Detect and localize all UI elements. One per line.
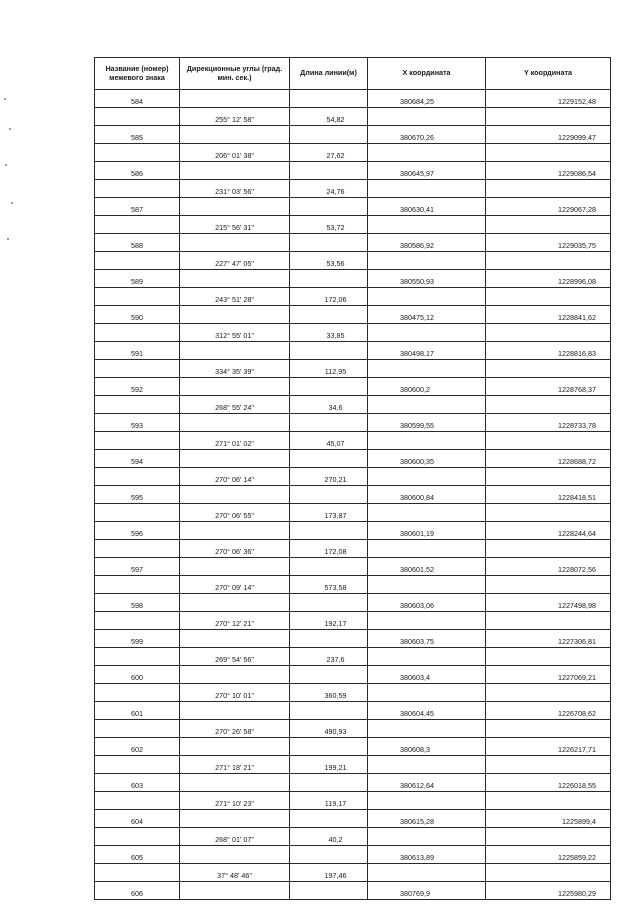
point-row [95, 810, 611, 828]
x-coordinate-cell: 380684,25 [368, 90, 486, 108]
empty-cell [486, 432, 611, 450]
empty-cell [290, 774, 368, 792]
empty-cell [486, 720, 611, 738]
empty-cell [180, 486, 290, 504]
empty-cell [368, 360, 486, 378]
empty-cell [486, 216, 611, 234]
empty-cell [180, 414, 290, 432]
x-coordinate-cell: 380586,92 [368, 234, 486, 252]
empty-cell [180, 558, 290, 576]
directional-angle-cell: 37° 48' 46" [180, 864, 290, 882]
segment-row [95, 864, 611, 882]
marker-name-cell: 605 [95, 846, 180, 864]
line-length-cell: 173,87 [290, 504, 368, 522]
empty-cell [290, 306, 368, 324]
empty-cell [95, 360, 180, 378]
point-row [95, 378, 611, 396]
line-length-cell: 573,58 [290, 576, 368, 594]
header-directional-angle: Дирекционные углы (град. мин. сек.) [180, 58, 290, 90]
x-coordinate-cell: 380600,84 [368, 486, 486, 504]
empty-cell [290, 234, 368, 252]
marker-name-cell: 594 [95, 450, 180, 468]
point-row [95, 702, 611, 720]
line-length-cell: 53,72 [290, 216, 368, 234]
directional-angle-cell: 269° 54' 56" [180, 648, 290, 666]
empty-cell [368, 288, 486, 306]
directional-angle-cell: 270° 26' 58" [180, 720, 290, 738]
empty-cell [95, 324, 180, 342]
point-row [95, 450, 611, 468]
empty-cell [486, 684, 611, 702]
empty-cell [180, 270, 290, 288]
point-row [95, 306, 611, 324]
point-row [95, 594, 611, 612]
empty-cell [486, 108, 611, 126]
empty-cell [95, 216, 180, 234]
directional-angle-cell: 227° 47' 05" [180, 252, 290, 270]
segment-row [95, 288, 611, 306]
empty-cell [290, 414, 368, 432]
scan-margin-marks [2, 90, 16, 270]
empty-cell [180, 126, 290, 144]
empty-cell [290, 198, 368, 216]
marker-name-cell: 602 [95, 738, 180, 756]
empty-cell [290, 702, 368, 720]
line-length-cell: 45,07 [290, 432, 368, 450]
empty-cell [180, 162, 290, 180]
empty-cell [486, 792, 611, 810]
empty-cell [368, 756, 486, 774]
segment-row [95, 720, 611, 738]
empty-cell [290, 630, 368, 648]
x-coordinate-cell: 380603,4 [368, 666, 486, 684]
line-length-cell: 112,95 [290, 360, 368, 378]
marker-name-cell: 601 [95, 702, 180, 720]
point-row [95, 846, 611, 864]
point-row [95, 558, 611, 576]
line-length-cell: 119,17 [290, 792, 368, 810]
empty-cell [486, 864, 611, 882]
directional-angle-cell: 243° 51' 28" [180, 288, 290, 306]
empty-cell [486, 360, 611, 378]
directional-angle-cell: 270° 09' 14" [180, 576, 290, 594]
directional-angle-cell: 255° 12' 58" [180, 108, 290, 126]
line-length-cell: 53,56 [290, 252, 368, 270]
x-coordinate-cell: 380670,26 [368, 126, 486, 144]
y-coordinate-cell: 1228768,37 [486, 378, 611, 396]
directional-angle-cell: 271° 18' 21" [180, 756, 290, 774]
empty-cell [486, 180, 611, 198]
segment-row [95, 216, 611, 234]
empty-cell [180, 306, 290, 324]
header-line-length: Длина линии(м) [290, 58, 368, 90]
empty-cell [95, 864, 180, 882]
y-coordinate-cell: 1228816,83 [486, 342, 611, 360]
empty-cell [368, 828, 486, 846]
empty-cell [95, 612, 180, 630]
point-row [95, 198, 611, 216]
marker-name-cell: 595 [95, 486, 180, 504]
empty-cell [486, 504, 611, 522]
segment-row [95, 144, 611, 162]
line-length-cell: 172,06 [290, 288, 368, 306]
y-coordinate-cell: 1228688,72 [486, 450, 611, 468]
empty-cell [95, 144, 180, 162]
line-length-cell: 192,17 [290, 612, 368, 630]
marker-name-cell: 604 [95, 810, 180, 828]
directional-angle-cell: 270° 06' 36" [180, 540, 290, 558]
table-header-row [95, 58, 611, 90]
x-coordinate-cell: 380630,41 [368, 198, 486, 216]
y-coordinate-cell: 1227498,98 [486, 594, 611, 612]
empty-cell [95, 288, 180, 306]
x-coordinate-cell: 380599,55 [368, 414, 486, 432]
y-coordinate-cell: 1228244,64 [486, 522, 611, 540]
directional-angle-cell: 206° 01' 38" [180, 144, 290, 162]
point-row [95, 234, 611, 252]
segment-row [95, 684, 611, 702]
empty-cell [95, 540, 180, 558]
empty-cell [368, 252, 486, 270]
empty-cell [180, 666, 290, 684]
empty-cell [180, 810, 290, 828]
empty-cell [368, 216, 486, 234]
marker-name-cell: 606 [95, 882, 180, 900]
marker-name-cell: 598 [95, 594, 180, 612]
empty-cell [180, 90, 290, 108]
empty-cell [290, 486, 368, 504]
empty-cell [180, 702, 290, 720]
empty-cell [95, 180, 180, 198]
directional-angle-cell: 268° 01' 07" [180, 828, 290, 846]
y-coordinate-cell: 1226708,62 [486, 702, 611, 720]
directional-angle-cell: 312° 55' 01" [180, 324, 290, 342]
y-coordinate-cell: 1228841,62 [486, 306, 611, 324]
marker-name-cell: 587 [95, 198, 180, 216]
marker-name-cell: 596 [95, 522, 180, 540]
segment-row [95, 540, 611, 558]
empty-cell [368, 576, 486, 594]
x-coordinate-cell: 380604,45 [368, 702, 486, 720]
segment-row [95, 648, 611, 666]
marker-name-cell: 584 [95, 90, 180, 108]
line-length-cell: 33,85 [290, 324, 368, 342]
marker-name-cell: 591 [95, 342, 180, 360]
empty-cell [368, 540, 486, 558]
empty-cell [486, 540, 611, 558]
point-row [95, 270, 611, 288]
segment-row [95, 180, 611, 198]
empty-cell [290, 666, 368, 684]
empty-cell [180, 450, 290, 468]
marker-name-cell: 589 [95, 270, 180, 288]
empty-cell [368, 108, 486, 126]
point-row [95, 738, 611, 756]
y-coordinate-cell: 1228996,08 [486, 270, 611, 288]
empty-cell [368, 468, 486, 486]
y-coordinate-cell: 1229067,28 [486, 198, 611, 216]
empty-cell [180, 630, 290, 648]
segment-row [95, 396, 611, 414]
empty-cell [368, 180, 486, 198]
empty-cell [95, 684, 180, 702]
empty-cell [95, 108, 180, 126]
marker-name-cell: 593 [95, 414, 180, 432]
y-coordinate-cell: 1228072,56 [486, 558, 611, 576]
marker-name-cell: 597 [95, 558, 180, 576]
empty-cell [368, 324, 486, 342]
empty-cell [368, 612, 486, 630]
empty-cell [290, 270, 368, 288]
line-length-cell: 360,59 [290, 684, 368, 702]
x-coordinate-cell: 380645,97 [368, 162, 486, 180]
marker-name-cell: 585 [95, 126, 180, 144]
empty-cell [180, 846, 290, 864]
empty-cell [180, 774, 290, 792]
y-coordinate-cell: 1225859,22 [486, 846, 611, 864]
empty-cell [486, 828, 611, 846]
empty-cell [180, 198, 290, 216]
point-row [95, 126, 611, 144]
x-coordinate-cell: 380603,06 [368, 594, 486, 612]
segment-row [95, 468, 611, 486]
segment-row [95, 324, 611, 342]
x-coordinate-cell: 380769,9 [368, 882, 486, 900]
empty-cell [290, 90, 368, 108]
marker-name-cell: 588 [95, 234, 180, 252]
x-coordinate-cell: 380601,52 [368, 558, 486, 576]
empty-cell [95, 576, 180, 594]
point-row [95, 162, 611, 180]
header-marker-name: Название (номер) межевого знака [95, 58, 180, 90]
empty-cell [290, 126, 368, 144]
segment-row [95, 360, 611, 378]
empty-cell [290, 558, 368, 576]
empty-cell [486, 468, 611, 486]
point-row [95, 486, 611, 504]
y-coordinate-cell: 1229035,75 [486, 234, 611, 252]
empty-cell [290, 846, 368, 864]
segment-row [95, 612, 611, 630]
empty-cell [368, 396, 486, 414]
empty-cell [95, 432, 180, 450]
line-length-cell: 270,21 [290, 468, 368, 486]
empty-cell [180, 594, 290, 612]
directional-angle-cell: 270° 06' 14" [180, 468, 290, 486]
y-coordinate-cell: 1225899,4 [486, 810, 611, 828]
x-coordinate-cell: 380600,35 [368, 450, 486, 468]
empty-cell [95, 720, 180, 738]
empty-cell [95, 468, 180, 486]
empty-cell [290, 738, 368, 756]
x-coordinate-cell: 380612,64 [368, 774, 486, 792]
directional-angle-cell: 334° 35' 39" [180, 360, 290, 378]
segment-row [95, 756, 611, 774]
x-coordinate-cell: 380603,75 [368, 630, 486, 648]
empty-cell [95, 756, 180, 774]
directional-angle-cell: 231° 03' 56" [180, 180, 290, 198]
segment-row [95, 576, 611, 594]
empty-cell [290, 162, 368, 180]
empty-cell [180, 882, 290, 900]
empty-cell [368, 648, 486, 666]
marker-name-cell: 600 [95, 666, 180, 684]
empty-cell [368, 144, 486, 162]
empty-cell [368, 432, 486, 450]
empty-cell [368, 864, 486, 882]
y-coordinate-cell: 1226018,55 [486, 774, 611, 792]
empty-cell [290, 342, 368, 360]
empty-cell [368, 684, 486, 702]
point-row [95, 414, 611, 432]
y-coordinate-cell: 1229099,47 [486, 126, 611, 144]
empty-cell [486, 252, 611, 270]
line-length-cell: 40,2 [290, 828, 368, 846]
empty-cell [290, 594, 368, 612]
empty-cell [290, 378, 368, 396]
x-coordinate-cell: 380498,17 [368, 342, 486, 360]
point-row [95, 666, 611, 684]
empty-cell [368, 792, 486, 810]
empty-cell [486, 324, 611, 342]
directional-angle-cell: 271° 01' 02" [180, 432, 290, 450]
directional-angle-cell: 215° 56' 31" [180, 216, 290, 234]
x-coordinate-cell: 380601,19 [368, 522, 486, 540]
empty-cell [180, 738, 290, 756]
empty-cell [486, 144, 611, 162]
x-coordinate-cell: 380608,3 [368, 738, 486, 756]
line-length-cell: 490,93 [290, 720, 368, 738]
empty-cell [290, 810, 368, 828]
segment-row [95, 432, 611, 450]
empty-cell [368, 504, 486, 522]
line-length-cell: 237,6 [290, 648, 368, 666]
y-coordinate-cell: 1226217,71 [486, 738, 611, 756]
empty-cell [290, 882, 368, 900]
empty-cell [95, 828, 180, 846]
segment-row [95, 792, 611, 810]
directional-angle-cell: 270° 12' 21" [180, 612, 290, 630]
line-length-cell: 24,76 [290, 180, 368, 198]
y-coordinate-cell: 1229152,48 [486, 90, 611, 108]
empty-cell [486, 288, 611, 306]
empty-cell [95, 252, 180, 270]
point-row [95, 882, 611, 900]
x-coordinate-cell: 380600,2 [368, 378, 486, 396]
line-length-cell: 172,08 [290, 540, 368, 558]
line-length-cell: 34,6 [290, 396, 368, 414]
segment-row [95, 504, 611, 522]
x-coordinate-cell: 380615,28 [368, 810, 486, 828]
empty-cell [486, 396, 611, 414]
y-coordinate-cell: 1229086,54 [486, 162, 611, 180]
empty-cell [290, 522, 368, 540]
y-coordinate-cell: 1228418,51 [486, 486, 611, 504]
empty-cell [180, 234, 290, 252]
table-body [95, 90, 611, 900]
point-row [95, 90, 611, 108]
empty-cell [486, 576, 611, 594]
empty-cell [95, 504, 180, 522]
directional-angle-cell: 270° 10' 01" [180, 684, 290, 702]
x-coordinate-cell: 380613,89 [368, 846, 486, 864]
marker-name-cell: 599 [95, 630, 180, 648]
empty-cell [290, 450, 368, 468]
directional-angle-cell: 271° 10' 23" [180, 792, 290, 810]
point-row [95, 342, 611, 360]
segment-row [95, 108, 611, 126]
empty-cell [95, 792, 180, 810]
y-coordinate-cell: 1225980,29 [486, 882, 611, 900]
x-coordinate-cell: 380475,12 [368, 306, 486, 324]
segment-row [95, 828, 611, 846]
directional-angle-cell: 270° 06' 55" [180, 504, 290, 522]
line-length-cell: 199,21 [290, 756, 368, 774]
x-coordinate-cell: 380550,93 [368, 270, 486, 288]
empty-cell [368, 720, 486, 738]
line-length-cell: 197,46 [290, 864, 368, 882]
marker-name-cell: 590 [95, 306, 180, 324]
marker-name-cell: 586 [95, 162, 180, 180]
empty-cell [486, 756, 611, 774]
directional-angle-cell: 268° 55' 24" [180, 396, 290, 414]
point-row [95, 522, 611, 540]
marker-name-cell: 603 [95, 774, 180, 792]
empty-cell [95, 396, 180, 414]
marker-name-cell: 592 [95, 378, 180, 396]
empty-cell [486, 612, 611, 630]
empty-cell [180, 378, 290, 396]
empty-cell [180, 342, 290, 360]
y-coordinate-cell: 1227069,21 [486, 666, 611, 684]
point-row [95, 774, 611, 792]
line-length-cell: 54,82 [290, 108, 368, 126]
header-x-coordinate: X координата [368, 58, 486, 90]
point-row [95, 630, 611, 648]
y-coordinate-cell: 1228733,78 [486, 414, 611, 432]
y-coordinate-cell: 1227306,81 [486, 630, 611, 648]
empty-cell [486, 648, 611, 666]
header-y-coordinate: Y координата [486, 58, 611, 90]
empty-cell [180, 522, 290, 540]
empty-cell [95, 648, 180, 666]
segment-row [95, 252, 611, 270]
line-length-cell: 27,62 [290, 144, 368, 162]
boundary-coordinates-table [94, 57, 611, 900]
